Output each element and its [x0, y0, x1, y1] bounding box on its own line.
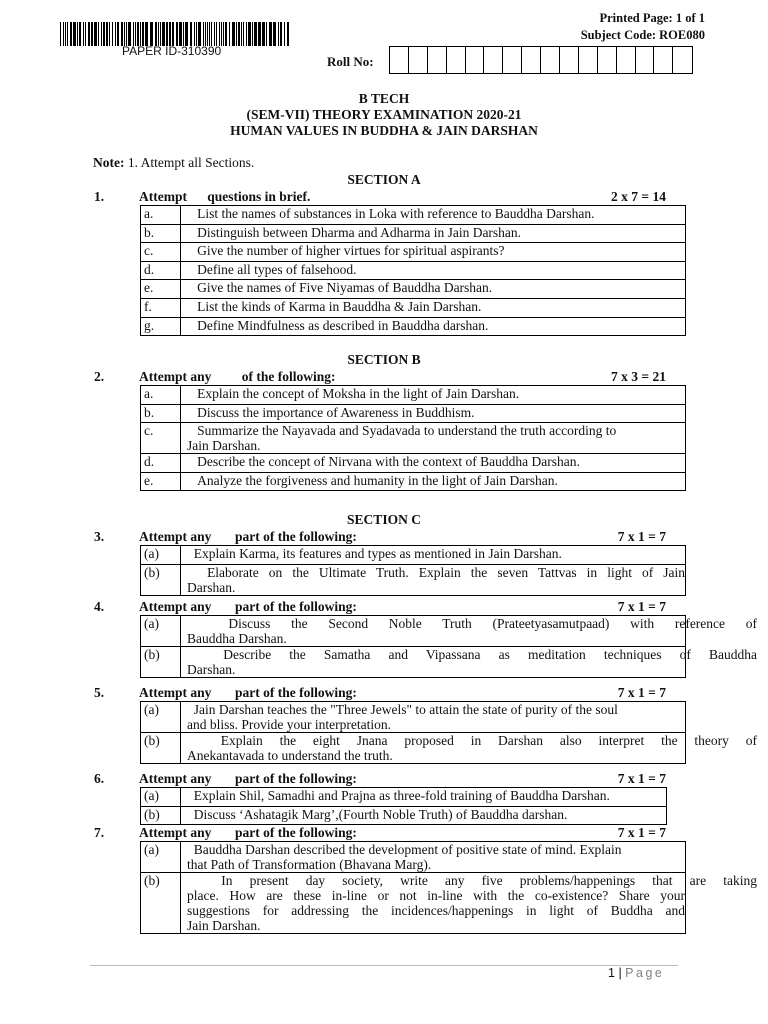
row-text: Describe the Samatha and Vipassana as meditation techniques of Bauddha Darshan. — [181, 647, 686, 678]
question-marks: 7 x 1 = 7 — [617, 529, 666, 544]
row-label: (b) — [141, 564, 181, 595]
paper-id: PAPER ID-310390 — [122, 44, 222, 58]
row-text: Explain the eight Jnana proposed in Darshan also interpret the theory of Anekantavada to understand the truth. — [181, 733, 686, 764]
course-title: B TECH — [358, 91, 410, 106]
question-6-table — [140, 787, 667, 825]
question-marks: 2 x 7 = 14 — [611, 189, 666, 204]
footer-divider — [90, 965, 678, 966]
question-marks: 7 x 1 = 7 — [617, 825, 666, 840]
row-text: Discuss ‘Ashatagik Marg’,(Fourth Noble Truth) of Bauddha darshan. — [181, 806, 667, 825]
question-number: 7. — [94, 825, 105, 840]
row-label: e. — [141, 472, 181, 491]
row-label: b. — [141, 404, 181, 423]
page-separator: | — [618, 966, 622, 980]
table-row — [141, 298, 686, 317]
note-text: 1. Attempt all Sections. — [127, 155, 255, 170]
table-row — [141, 280, 686, 299]
question-instruction: Attempt any of the following: — [139, 369, 336, 384]
barcode — [60, 22, 292, 46]
row-text: In present day society, write any five problems/happenings that are taking place. How are these in-line or not in-line with the co-existence? Share your suggestions for addressing the incidences/happenings in light of Buddha and Jain Darshan. — [181, 873, 686, 934]
printed-page: Printed Page: 1 of 1 — [599, 11, 705, 25]
table-row — [141, 243, 686, 262]
row-label: (b) — [141, 733, 181, 764]
row-text: Give the names of Five Niyamas of Bauddha Darshan. — [181, 280, 686, 299]
question-instruction: Attempt any part of the following: — [139, 771, 357, 786]
row-text: Explain Karma, its features and types as mentioned in Jain Darshan. — [181, 546, 686, 565]
page-number: 1 — [608, 966, 615, 980]
subject-title: HUMAN VALUES IN BUDDHA & JAIN DARSHAN — [230, 123, 538, 138]
row-label: d. — [141, 261, 181, 280]
row-text: Define Mindfulness as described in Bauddha darshan. — [181, 317, 686, 336]
question-instruction: Attempt any part of the following: — [139, 599, 357, 614]
question-number: 5. — [94, 685, 105, 700]
row-label: (a) — [141, 702, 181, 733]
table-row — [141, 261, 686, 280]
question-number: 2. — [94, 369, 105, 384]
row-label: (a) — [141, 788, 181, 807]
table-row — [141, 546, 686, 565]
question-number: 1. — [94, 189, 105, 204]
question-number: 6. — [94, 771, 105, 786]
row-text: Elaborate on the Ultimate Truth. Explain the seven Tattvas in light of Jain Darshan. — [181, 564, 686, 595]
row-text: Analyze the forgiveness and humanity in the light of Jain Darshan. — [181, 472, 686, 491]
row-text: Bauddha Darshan described the development of positive state of mind. Explain that Path of Transformation (Bhavana Marg). — [181, 842, 686, 873]
row-label: (a) — [141, 546, 181, 565]
table-row — [141, 788, 667, 807]
row-text: Distinguish between Dharma and Adharma in Jain Darshan. — [181, 224, 686, 243]
exam-title: (SEM-VII) THEORY EXAMINATION 2020-21 — [246, 107, 522, 122]
question-marks: 7 x 1 = 7 — [617, 771, 666, 786]
note-label: Note: — [93, 155, 125, 170]
table-row — [141, 564, 686, 595]
table-row — [141, 733, 686, 764]
row-text: List the names of substances in Loka with reference to Bauddha Darshan. — [181, 206, 686, 225]
roll-no-label: Roll No: — [327, 54, 374, 69]
question-marks: 7 x 3 = 21 — [611, 369, 666, 384]
question-number: 3. — [94, 529, 105, 544]
row-text: Define all types of falsehood. — [181, 261, 686, 280]
table-row — [141, 404, 686, 423]
row-label: e. — [141, 280, 181, 299]
row-text: Jain Darshan teaches the "Three Jewels" to attain the state of purity of the soul and bliss. Provide your interpretation. — [181, 702, 686, 733]
table-row — [141, 472, 686, 491]
question-4-table — [140, 615, 757, 678]
row-label: c. — [141, 423, 181, 454]
question-instruction: Attempt any part of the following: — [139, 825, 357, 840]
table-row — [141, 454, 686, 473]
section-a-table — [140, 205, 686, 336]
section-a-heading: SECTION A — [347, 172, 421, 187]
row-label: f. — [141, 298, 181, 317]
question-instruction: Attempt questions in brief. — [139, 189, 311, 204]
row-label: (a) — [141, 616, 181, 647]
table-row — [141, 702, 686, 733]
row-text: Give the number of higher virtues for spiritual aspirants? — [181, 243, 686, 262]
question-7-table — [140, 841, 757, 934]
table-row — [141, 842, 686, 873]
page-footer — [608, 966, 664, 980]
row-label: b. — [141, 224, 181, 243]
row-label: (b) — [141, 873, 181, 934]
row-text: Discuss the importance of Awareness in Buddhism. — [181, 404, 686, 423]
subject-code: Subject Code: ROE080 — [580, 28, 705, 42]
section-b-table — [140, 385, 686, 491]
row-label: g. — [141, 317, 181, 336]
table-row — [141, 806, 667, 825]
row-label: a. — [141, 386, 181, 405]
question-number: 4. — [94, 599, 105, 614]
row-text: Explain the concept of Moksha in the light of Jain Darshan. — [181, 386, 686, 405]
table-row — [141, 206, 686, 225]
roll-no-boxes[interactable] — [389, 46, 693, 74]
row-text: Explain Shil, Samadhi and Prajna as three-fold training of Bauddha Darshan. — [181, 788, 667, 807]
table-row — [141, 224, 686, 243]
row-label: d. — [141, 454, 181, 473]
section-b-heading: SECTION B — [347, 352, 421, 367]
table-row — [141, 423, 686, 454]
table-row — [141, 873, 686, 934]
row-text: Discuss the Second Noble Truth (Prateetyasamutpaad) with reference of Bauddha Darshan. — [181, 616, 686, 647]
page-word: Page — [625, 966, 665, 980]
section-c-heading: SECTION C — [347, 512, 421, 527]
row-label: (b) — [141, 806, 181, 825]
question-5-table — [140, 701, 758, 764]
table-row — [141, 616, 686, 647]
row-label: (b) — [141, 647, 181, 678]
question-3-table — [140, 545, 686, 596]
table-row — [141, 386, 686, 405]
question-marks: 7 x 1 = 7 — [617, 685, 666, 700]
row-label: a. — [141, 206, 181, 225]
row-text: Describe the concept of Nirvana with the context of Bauddha Darshan. — [181, 454, 686, 473]
question-marks: 7 x 1 = 7 — [617, 599, 666, 614]
row-text: List the kinds of Karma in Bauddha & Jain Darshan. — [181, 298, 686, 317]
note — [93, 155, 254, 171]
row-label: (a) — [141, 842, 181, 873]
row-label: c. — [141, 243, 181, 262]
question-instruction: Attempt any part of the following: — [139, 529, 357, 544]
table-row — [141, 317, 686, 336]
table-row — [141, 647, 686, 678]
row-text: Summarize the Nayavada and Syadavada to understand the truth according to Jain Darshan. — [181, 423, 686, 454]
question-instruction: Attempt any part of the following: — [139, 685, 357, 700]
